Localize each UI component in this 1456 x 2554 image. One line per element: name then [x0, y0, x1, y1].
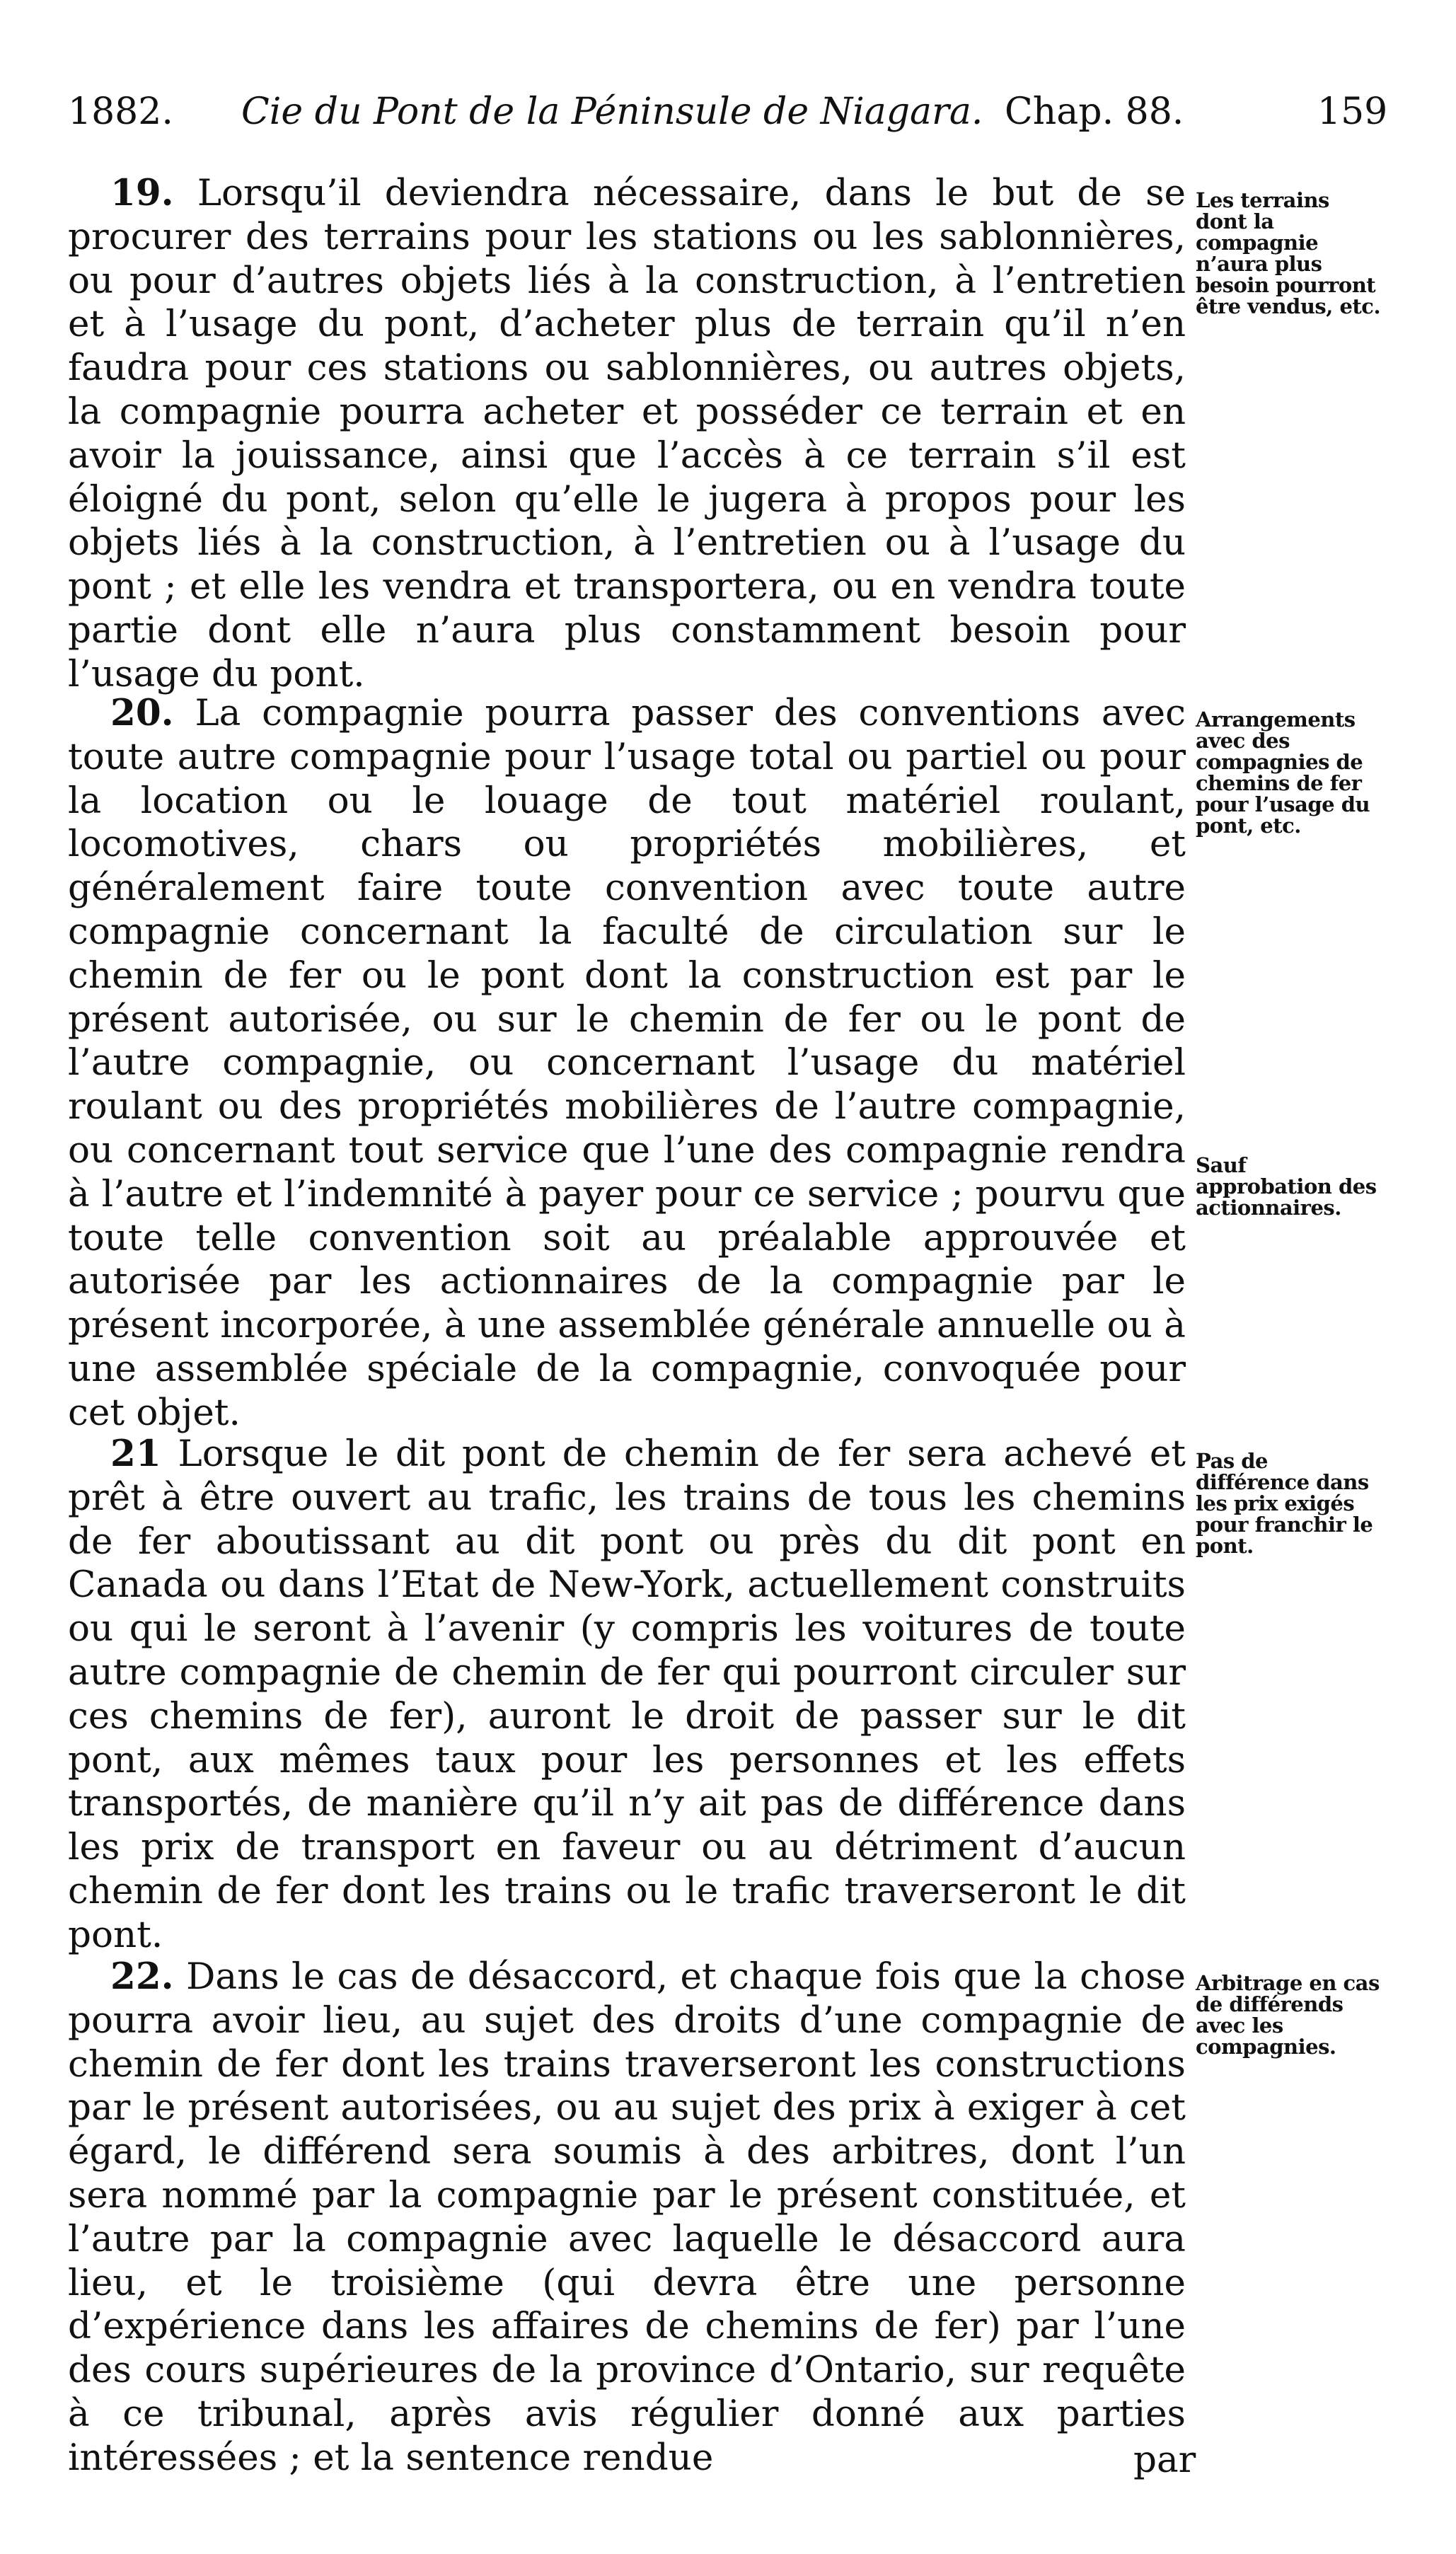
section-19 — [68, 172, 1186, 697]
section-text: Lorsqu’il deviendra nécessaire, dans le but de se procurer des terrains pour les stations ou les sablonnières, ou pour d’autres objets liés à la construction, à l’entretien et à l’usage du pont, d’acheter plus de terrain qu’il n’en faudra pour ces stations ou sablonnières, ou autres objets, la compagnie pourra acheter et posséder ce terrain et en avoir la jouissance, ainsi que l’accès à ce terrain s’il est éloigné du pont, selon qu’elle le jugera à propos pour les objets liés à la construction, à l’entretien ou à l’usage du pont ; et elle les vendra et transportera, ou en vendra toute partie dont elle n’aura plus constamment besoin pour l’usage du pont. — [68, 172, 1186, 695]
section-text: La compagnie pourra passer des conventions avec toute autre compagnie pour l’usage total ou partiel ou pour la location ou le louage de tout matériel roulant, locomotives, chars ou propriétés mobilières, et généralement faire toute convention avec toute autre compagnie concernant la faculté de circulation sur le chemin de fer ou le pont dont la construction est par le présent autorisée, ou sur le chemin de fer ou le pont de l’autre compagnie, ou concernant l’usage du matériel roulant ou des propriétés mobilières de l’autre compagnie, ou concernant tout service que l’une des compagnie rendra à l’autre et l’indemnité à payer pour ce service ; pourvu que toute telle convention soit au préalable approuvée et autorisée par les actionnaires de la compagnie par le présent incorporée, à une assemblée générale annuelle ou à une assemblée spéciale de la compagnie, convoquée pour cet objet. — [68, 692, 1186, 1434]
margin-note-approval: Sauf approbation des actionnaires. — [1196, 1153, 1377, 1220]
section-20 — [68, 692, 1186, 1435]
section-number: 20. — [110, 692, 174, 734]
margin-note-21: Pas de différence dans les prix exigés pour franchir le pont. — [1196, 1449, 1373, 1558]
section-text: Dans le cas de désaccord, et chaque fois que la chose pourra avoir lieu, au sujet des droits d’une compagnie de chemin de fer dont les trains traverseront les constructions par le présent autorisées, ou au sujet des prix à exiger à cet égard, le différend sera soumis à des arbitres, dont l’un sera nommé par la compagnie par le présent constituée, et l’autre par la compagnie avec laquelle le désaccord aura lieu, et le troisième (qui devra être une personne d’expérience dans les affaires de chemins de fer) par l’une des cours supérieures de la province d’Ontario, sur requête à ce tribunal, après avis régulier donné aux parties intéressées ; et la sentence rendue — [68, 1955, 1186, 2479]
margin-note-20 — [1196, 709, 1387, 1218]
section-21 — [68, 1433, 1186, 1958]
section-22 — [68, 1955, 1186, 2480]
catchword: par — [1133, 2439, 1196, 2481]
section-text: Lorsque le dit pont de chemin de fer sera achevé et prêt à être ouvert au trafic, les trains de tous les chemins de fer aboutissant au dit pont ou près du dit pont en Canada ou dans l’Etat de New-York, actuellement construits ou qui le seront à l’avenir (y compris les voitures de toute autre compagnie de chemin de fer qui pourront circuler sur ces chemins de fer), auront le droit de passer sur le dit pont, aux mêmes taux pour les personnes et les effets transportés, de manière qu’il n’y ait pas de différence dans les prix de transport en faveur ou au détriment d’aucun chemin de fer dont les trains ou le trafic traverseront le dit pont. — [68, 1433, 1186, 1956]
page-header — [68, 83, 1388, 140]
header-chapter: Chap. 88. — [1005, 91, 1184, 133]
margin-note-22: Arbitrage en cas de différends avec les compagnies. — [1196, 1971, 1380, 2059]
header-year: 1882. — [68, 91, 173, 133]
header-title: Cie du Pont de la Péninsule de Niagara. — [241, 91, 983, 133]
section-number: 22. — [110, 1955, 174, 1998]
margin-note-19: Les terrains dont la compagnie n’aura plus besoin pourront être vendus, etc. — [1196, 188, 1381, 318]
section-number: 21 — [110, 1433, 161, 1475]
section-number: 19. — [110, 172, 174, 214]
margin-note-text: Arrangements avec des compagnies de chemins de fer pour l’usage du pont, etc. — [1196, 707, 1370, 838]
page-number: 159 — [1317, 91, 1388, 133]
